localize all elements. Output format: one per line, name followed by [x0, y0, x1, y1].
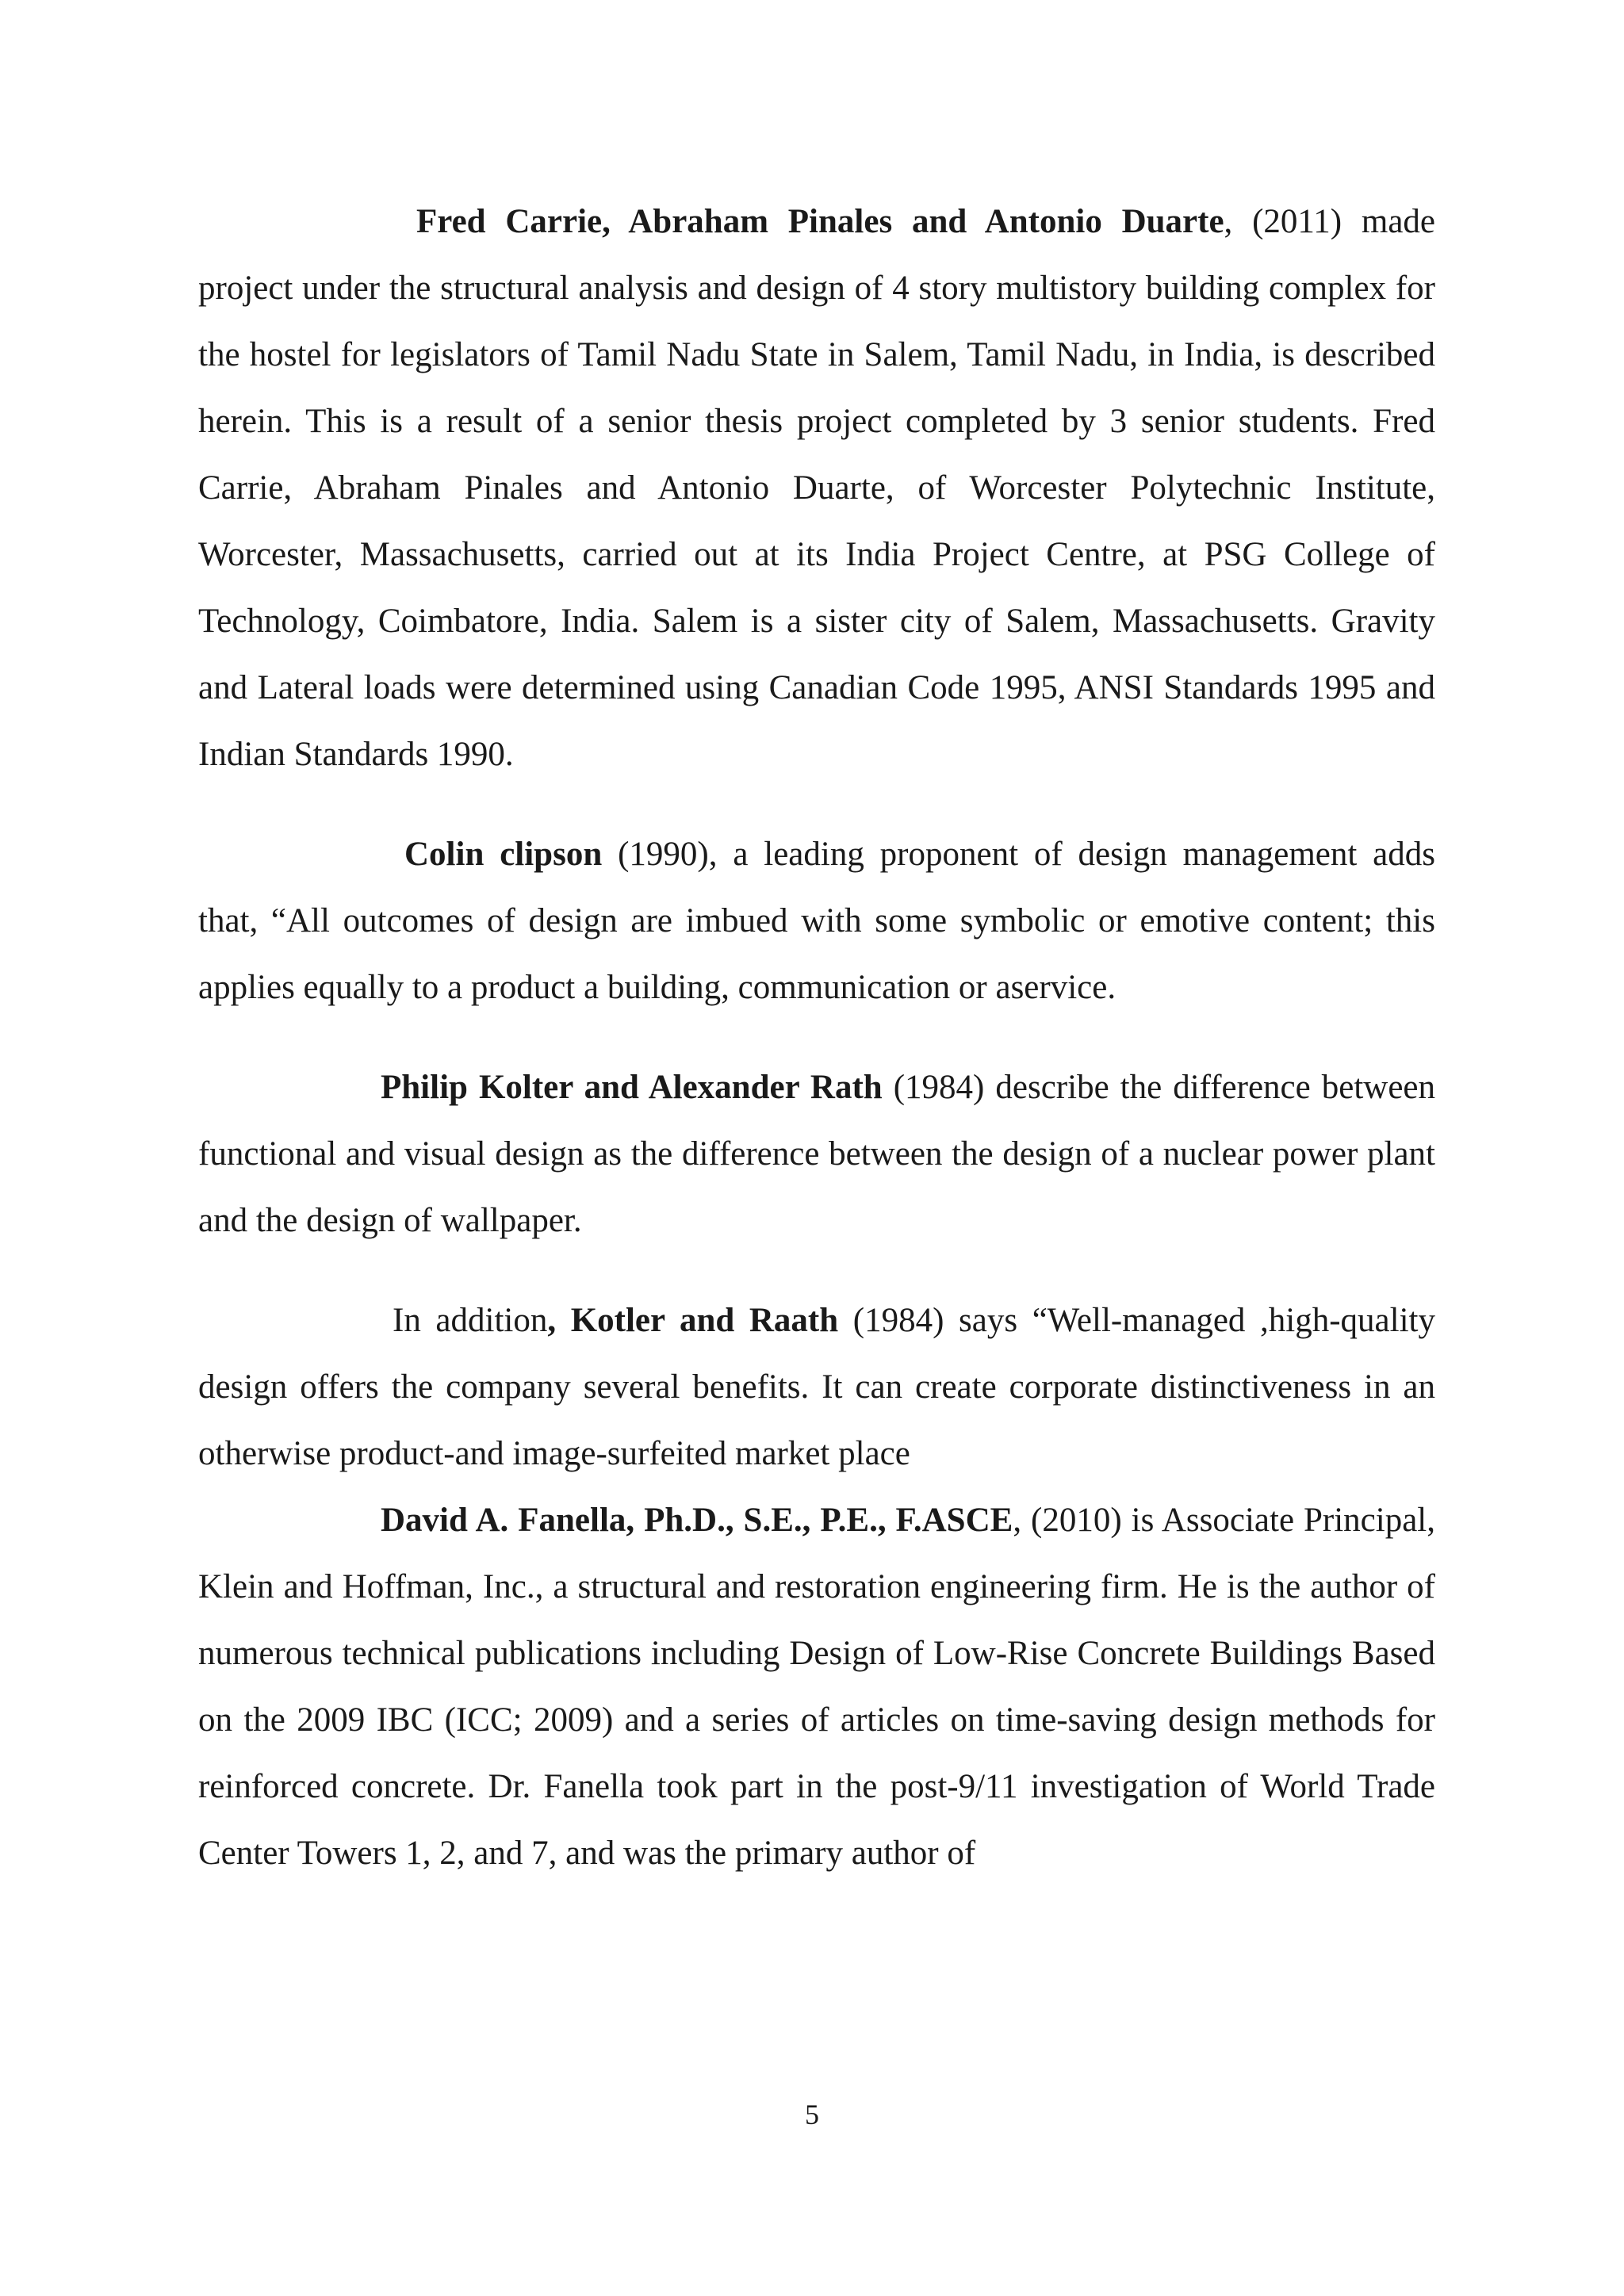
paragraph-text: (1984) says “Well-managed ,high-quality design offers the company several benefits. It can create corporate distinctiveness in an otherwise product-and image-surfeited market place	[198, 1302, 1435, 1472]
author-names: , Kotler and Raath	[547, 1302, 839, 1339]
author-names: Fred Carrie, Abraham Pinales and Antonio Duarte	[416, 203, 1224, 240]
paragraph-intro: In addition	[393, 1302, 548, 1339]
paragraph-carrie-pinales-duarte	[198, 189, 1435, 788]
paragraph-fanella	[198, 1487, 1435, 1887]
author-names: David A. Fanella, Ph.D., S.E., P.E., F.ASCE	[381, 1502, 1013, 1539]
paragraph-text: , (2011) made project under the structural analysis and design of 4 story multistory building complex for the hostel for legislators of Tamil Nadu State in Salem, Tamil Nadu, in India, is described herein. This is a result of a senior thesis project completed by 3 senior students. Fred Carrie, Abraham Pinales and Antonio Duarte, of Worcester Polytechnic Institute, Worcester, Massachusetts, carried out at its India Project Centre, at PSG College of Technology, Coimbatore, India. Salem is a sister city of Salem, Massachusetts. Gravity and Lateral loads were determined using Canadian Code 1995, ANSI Standards 1995 and Indian Standards 1990.	[198, 203, 1435, 773]
paragraph-kotler-raath	[198, 1288, 1435, 1487]
paragraph-kolter-rath	[198, 1054, 1435, 1254]
page-number: 5	[805, 2099, 819, 2130]
author-names: Colin clipson	[404, 836, 603, 873]
paragraph-text: (1990), a leading proponent of design management adds that, “All outcomes of design are imbued with some symbolic or emotive content; this applies equally to a product a building, communication or aservice.	[198, 836, 1435, 1006]
author-names: Philip Kolter and Alexander Rath	[381, 1069, 883, 1106]
paragraph-text: (1984) describe the difference between functional and visual design as the difference between the design of a nuclear power plant and the design of wallpaper.	[198, 1069, 1435, 1239]
document-body	[198, 189, 1435, 1887]
paragraph-colin-clipson	[198, 821, 1435, 1021]
paragraph-text: , (2010) is Associate Principal, Klein and Hoffman, Inc., a structural and restoration engineering firm. He is the author of numerous technical publications including Design of Low-Rise Concrete Buildings Based on the 2009 IBC (ICC; 2009) and a series of articles on time-saving design methods for reinforced concrete. Dr. Fanella took part in the post-9/11 investigation of World Trade Center Towers 1, 2, and 7, and was the primary author of	[198, 1502, 1435, 1872]
